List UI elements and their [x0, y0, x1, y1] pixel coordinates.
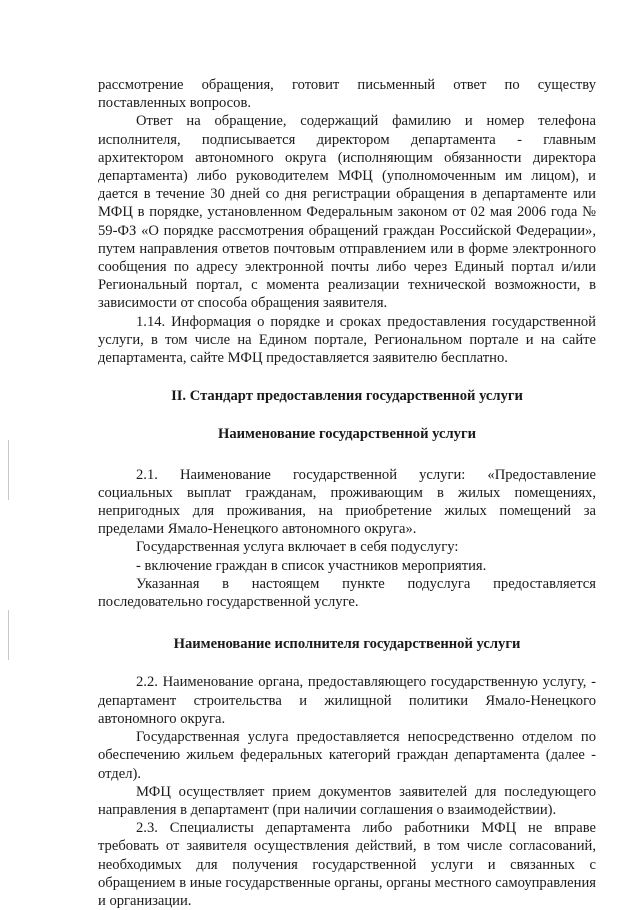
- paragraph-subservice-item: - включение граждан в список участников мероприятия.: [136, 557, 487, 574]
- scan-edge-mark-top: [8, 440, 9, 500]
- document-page: [98, 76, 596, 910]
- subsection-title-service-name: Наименование государственной услуги: [218, 426, 476, 443]
- section-title: II. Стандарт предоставления государственной услуги: [171, 388, 523, 405]
- paragraph-subservice-intro: Государственная услуга включает в себя подуслугу:: [136, 539, 459, 556]
- subsection-title-executor: Наименование исполнителя государственной услуги: [173, 636, 521, 653]
- paragraph-2-2: 2.2. Наименование органа, предоставляющего государственную услугу, - департамент строительства и жилищной политики Ямало-Ненецкого автономного округа.: [98, 674, 596, 727]
- paragraph-mfc: МФЦ осуществляет прием документов заявителей для последующего направления в департамент (при наличии соглашения о взаимодействии).: [98, 783, 596, 818]
- paragraph-response-rules: Ответ на обращение, содержащий фамилию и номер телефона исполнителя, подписывается директором департамента - главным архитектором автономного округа (исполняющим обязанности директора департамента) либо руководителем МФЦ (уполномоченным им лицом), и дается в течение 30 дней со дня регистрации обращения в департаменте или МФЦ в порядке, установленном Федеральным законом от 02 мая 2006 года № 59-ФЗ «О порядке рассмотрения обращений граждан Российской Федерации», путем направления ответов почтовым отправлением или в форме электронного сообщения по адресу электронной почты либо через Единый портал и/или Региональный портал, с момента реализации технической возможности, в зависимости от способа обращения заявителя.: [98, 113, 596, 312]
- paragraph-2-1: 2.1. Наименование государственной услуги: «Предоставление социальных выплат гражданам, проживающим в жилых помещениях, непригодных для проживания, на приобретение жилых помещений за пределами Ямало-Ненецкого автономного округа».: [98, 466, 596, 538]
- paragraph-1-14: 1.14. Информация о порядке и сроках предоставления государственной услуги, в том числе на Едином портале, Региональном портале и на сайте департамента, сайте МФЦ предоставляется заявителю бесплатно.: [98, 313, 596, 367]
- paragraph-department-unit: Государственная услуга предоставляется непосредственно отделом по обеспечению жильем федеральных категорий граждан департамента (далее - отдел).: [98, 729, 596, 782]
- paragraph-2-3: 2.3. Специалисты департамента либо работники МФЦ не вправе требовать от заявителя осуществления действий, в том числе согласований, необходимых для получения государственной услуги и связанных с обращением в иные государственные органы, органы местного самоуправления и организации.: [98, 820, 596, 909]
- paragraph-continuation: рассмотрение обращения, готовит письменный ответ по существу поставленных вопросов.: [98, 77, 596, 112]
- paragraph-subservice-order: Указанная в настоящем пункте подуслуга предоставляется последовательно государственной услуге.: [98, 575, 596, 611]
- scan-edge-mark-bottom: [8, 610, 9, 660]
